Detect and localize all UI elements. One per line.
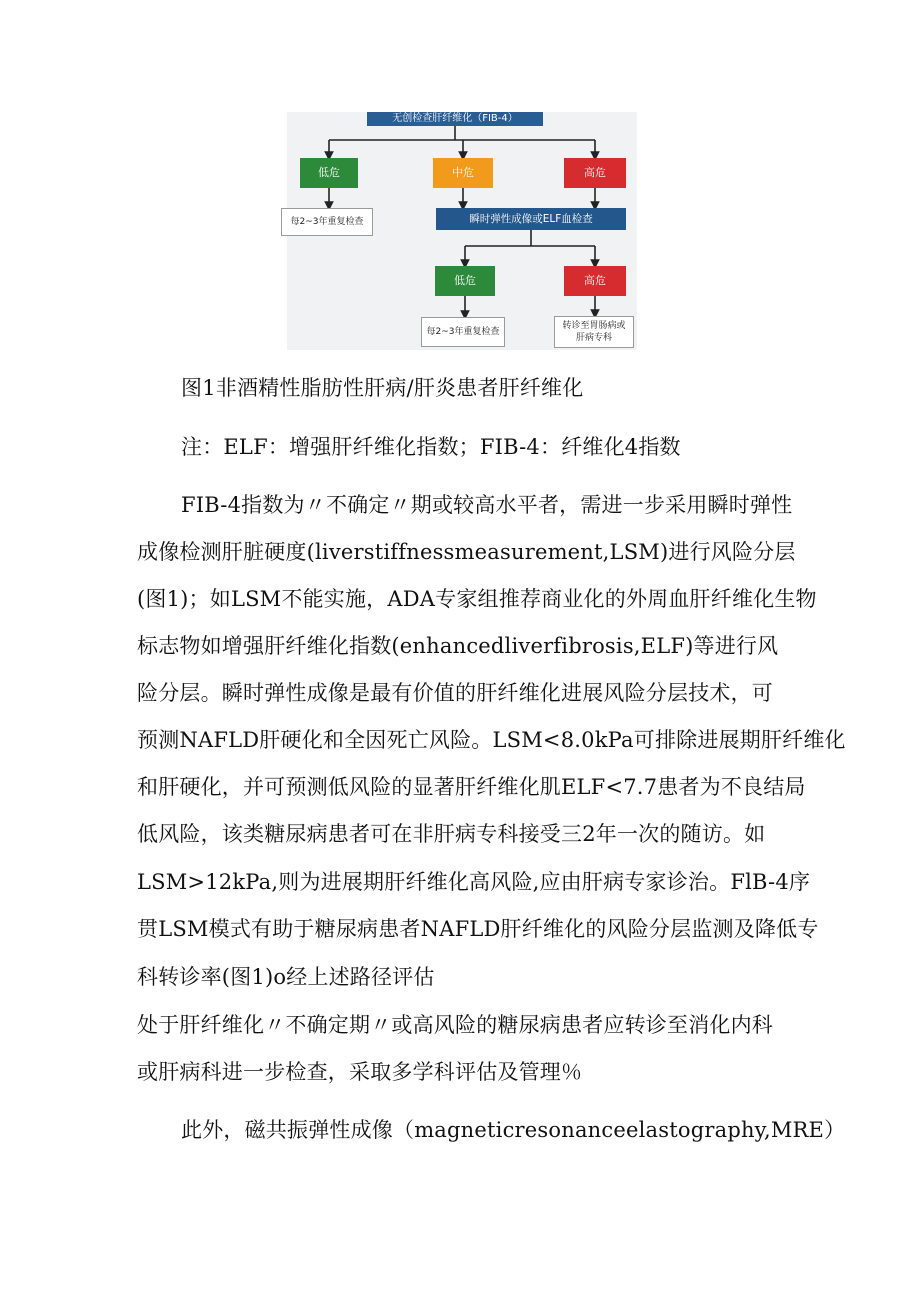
risk-high-node: 高危 — [564, 158, 626, 188]
paragraph-line: 险分层。瞬时弹性成像是最有价值的肝纤维化进展风险分层技术，可 — [137, 681, 773, 705]
paragraph-line: 标志物如增强肝纤维化指数(enhancedliverfibrosis,ELF)等进行风 — [137, 634, 779, 658]
risk-low-node: 低危 — [300, 158, 358, 188]
paragraph-line: 贯LSM模式有助于糖尿病患者NAFLD肝纤维化的风险分层监测及降低专 — [137, 917, 819, 941]
paragraph-line: 成像检测肝脏硬度(liverstiffnessmeasurement,LSM)进行风险分层 — [137, 540, 796, 564]
risk-mid-node: 中危 — [433, 158, 493, 188]
flowchart-figure — [287, 112, 637, 350]
figure-note: 注：ELF：增强肝纤维化指数；FIB-4：纤维化4指数 — [181, 435, 681, 459]
referral-result: 转诊至胃肠病或肝病专科 — [554, 316, 634, 348]
paragraph-line: 科转诊率(图1)o经上述路径评估 — [137, 965, 435, 989]
paragraph-line: (图1)；如LSM不能实施，ADA专家组推荐商业化的外周血肝纤维化生物 — [137, 587, 817, 611]
risk-high-node-2: 高危 — [564, 266, 626, 296]
elastography-elf-node: 瞬时弹性成像或ELF血检查 — [436, 208, 626, 230]
figure-caption: 图1非酒精性脂肪性肝病/肝炎患者肝纤维化 — [181, 376, 584, 400]
repeat-check-result: 每2~3年重复检查 — [281, 208, 373, 236]
repeat-check-result-2: 每2~3年重复检查 — [421, 317, 505, 347]
paragraph-line: 或肝病科进一步检查，采取多学科评估及管理％ — [137, 1060, 583, 1084]
paragraph-line: 预测NAFLD肝硬化和全因死亡风险。LSM<8.0kPa可排除进展期肝纤维化 — [137, 728, 846, 752]
paragraph-line: FIB-4指数为〃不确定〃期或较高水平者，需进一步采用瞬时弹性 — [181, 493, 793, 517]
paragraph-line: 此外，磁共振弹性成像（magneticresonanceelastography,MRE） — [181, 1118, 846, 1142]
risk-low-node-2: 低危 — [435, 266, 495, 296]
paragraph-line: 处于肝纤维化〃不确定期〃或高风险的糖尿病患者应转诊至消化内科 — [137, 1013, 773, 1037]
paragraph-line: 和肝硬化，并可预测低风险的显著肝纤维化肌ELF<7.7患者为不良结局 — [137, 775, 806, 799]
paragraph-line: 低风险，该类糖尿病患者可在非肝病专科接受三2年一次的随访。如 — [137, 822, 766, 846]
paragraph-line: LSM>12kPa,则为进展期肝纤维化高风险,应由肝病专家诊治。FlB-4序 — [137, 870, 811, 894]
flowchart-start-fib4: 无创检查肝纤维化（FIB-4） — [367, 112, 543, 126]
